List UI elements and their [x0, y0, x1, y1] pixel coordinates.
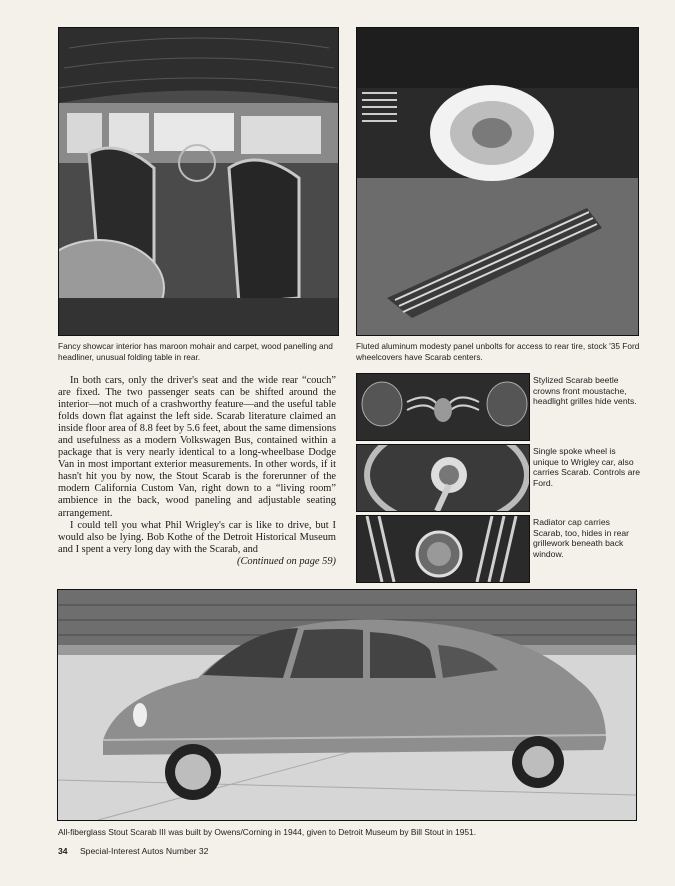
- article-body: [58, 375, 336, 568]
- article-paragraph: In both cars, only the driver's seat and the wide rear “couch” are fixed. The two passenger seats can be shifted around the interior—not much of a crashworthy feature—and the useful table folds down flat against the left side. Scarab literature claimed an inside floor area of 8.8 feet by 5.6 feet, about the same dimensions and usefulness as a modern Volkswagen Bus, contained within a package that is very nearly identical to a long-wheelbase Dodge Van in most important exterior measurements. In other words, if it hasn't hit you by now, the Stout Scarab is the forerunner of the modern California Custom Van, right down to a “living room” ambience in the back, wood paneling and adjustable seating arrangement.: [58, 375, 336, 519]
- steering-wheel-photo: [356, 444, 530, 512]
- publication-name: Special-Interest Autos Number 32: [79, 846, 209, 856]
- beetle-caption: Stylized Scarab beetle crowns front moustache, headlight grilles hide vents.: [533, 375, 637, 407]
- continued-note: (Continued on page 59): [237, 555, 336, 567]
- main-caption: All-fiberglass Stout Scarab III was built by Owens/Corning in 1944, given to Detroit Museum by Bill Stout in 1951.: [58, 827, 477, 837]
- radiator-cap-photo: [356, 515, 530, 583]
- interior-photo: [58, 27, 339, 336]
- spoke-caption: Single spoke wheel is unique to Wrigley car, also carries Scarab. Controls are Ford.: [533, 446, 640, 488]
- panel-caption: Fluted aluminum modesty panel unbolts for access to rear tire, stock '35 Ford wheelcovers have Scarab centers.: [356, 341, 640, 362]
- radiator-caption: Radiator cap carries Scarab, too, hides in rear grillework beneath back window.: [533, 517, 630, 559]
- panel-wheel-photo: [356, 27, 639, 336]
- article-paragraph: I could tell you what Phil Wrigley's car is like to drive, but I would also be lying. Bob Kothe of the Detroit Historical Museum and I spent a very long day with the Scarab, and: [58, 519, 336, 555]
- page-footer: [58, 846, 208, 856]
- page-number: 34: [58, 846, 68, 856]
- front-grille-photo: [356, 373, 530, 441]
- interior-caption: Fancy showcar interior has maroon mohair and carpet, wood panelling and headliner, unusual folding table in rear.: [58, 341, 333, 362]
- car-photo: [57, 589, 637, 821]
